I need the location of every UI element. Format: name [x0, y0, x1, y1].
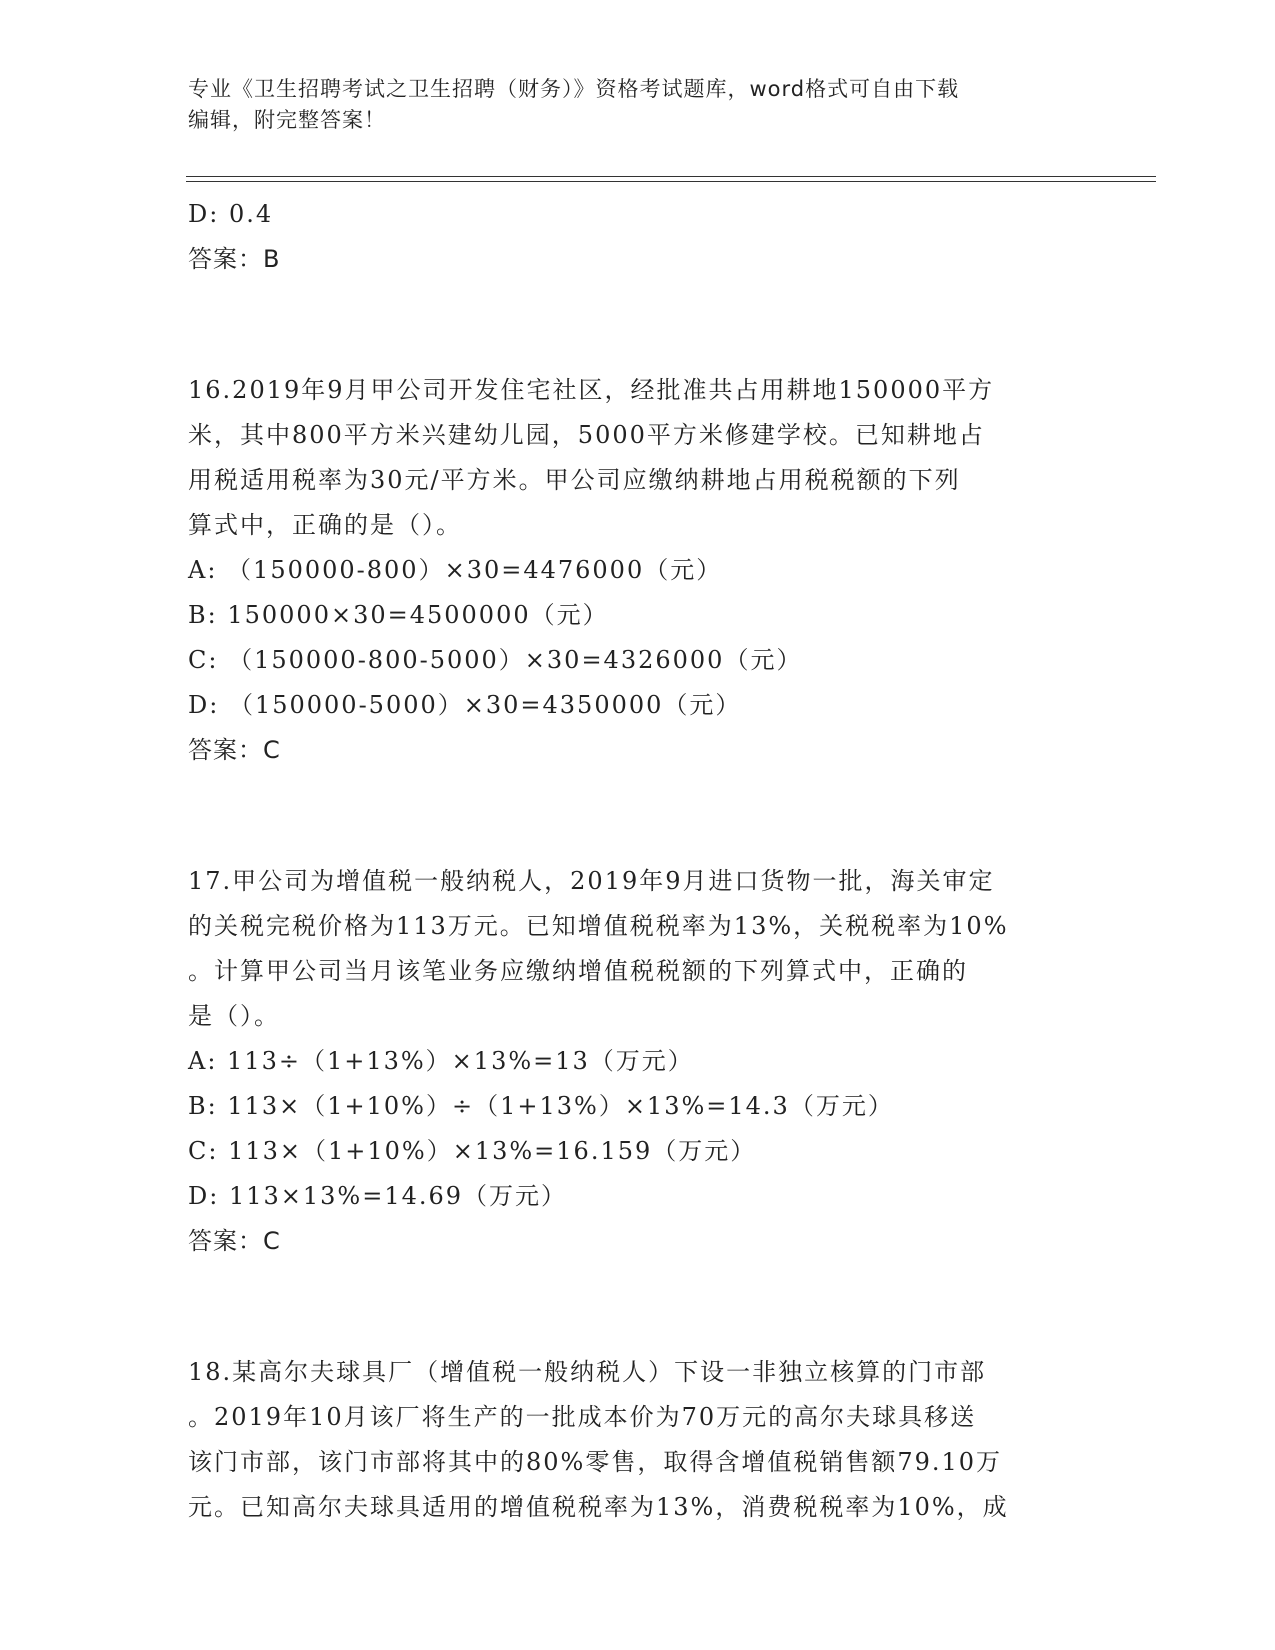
question-18-line: 该门市部，该门市部将其中的80%零售，取得含增值税销售额79.10万 [188, 1448, 1003, 1476]
prev-answer: 答案：B [188, 245, 281, 273]
question-17-option-c: C: 113×（1+10%）×13%=16.159（万元） [188, 1137, 757, 1165]
question-17-line: 的关税完税价格为113万元。已知增值税税率为13%，关税税率为10% [188, 912, 1009, 940]
question-16 [188, 368, 1088, 773]
question-17-option-a: A: 113÷（1+13%）×13%=13（万元） [188, 1047, 694, 1075]
question-17-line: 17.甲公司为增值税一般纳税人，2019年9月进口货物一批，海关审定 [188, 867, 995, 895]
question-18-line: 18.某高尔夫球具厂（增值税一般纳税人）下设一非独立核算的门市部 [188, 1358, 987, 1386]
question-16-line: 16.2019年9月甲公司开发住宅社区，经批准共占用耕地150000平方 [188, 376, 995, 404]
question-16-line: 算式中，正确的是（）。 [188, 511, 462, 539]
question-17-line: 是（）。 [188, 1002, 280, 1030]
document-body [188, 192, 1088, 1530]
question-16-option-a: A: （150000-800）×30=4476000（元） [188, 556, 723, 584]
header-divider-top [186, 176, 1156, 177]
question-16-option-c: C: （150000-800-5000）×30=4326000（元） [188, 646, 803, 674]
question-16-option-d: D: （150000-5000）×30=4350000（元） [188, 691, 742, 719]
header-divider-bottom [186, 181, 1156, 182]
spacer [188, 773, 1088, 859]
prev-option-d: D: 0.4 [188, 200, 274, 228]
question-18 [188, 1350, 1088, 1530]
question-17-line: 。计算甲公司当月该笔业务应缴纳增值税税额的下列算式中，正确的 [188, 957, 968, 985]
header-line-1: 专业《卫生招聘考试之卫生招聘（财务）》资格考试题库，word格式可自由下载 [188, 77, 960, 101]
question-17-answer: 答案：C [188, 1227, 281, 1255]
question-17 [188, 859, 1088, 1264]
question-18-line: 。2019年10月该厂将生产的一批成本价为70万元的高尔夫球具移送 [188, 1403, 977, 1431]
question-17-option-d: D: 113×13%=14.69（万元） [188, 1182, 568, 1210]
question-16-option-b: B: 150000×30=4500000（元） [188, 601, 609, 629]
question-16-line: 米，其中800平方米兴建幼儿园，5000平方米修建学校。已知耕地占 [188, 421, 985, 449]
question-16-line: 用税适用税率为30元/平方米。甲公司应缴纳耕地占用税税额的下列 [188, 466, 961, 494]
header-line-2: 编辑，附完整答案！ [188, 108, 386, 132]
spacer [188, 1264, 1088, 1350]
question-17-option-b: B: 113×（1+10%）÷（1+13%）×13%=14.3（万元） [188, 1092, 894, 1120]
page-header [188, 74, 1088, 136]
spacer [188, 282, 1088, 368]
question-16-answer: 答案：C [188, 736, 281, 764]
question-18-line: 元。已知高尔夫球具适用的增值税税率为13%，消费税税率为10%，成 [188, 1493, 1009, 1521]
